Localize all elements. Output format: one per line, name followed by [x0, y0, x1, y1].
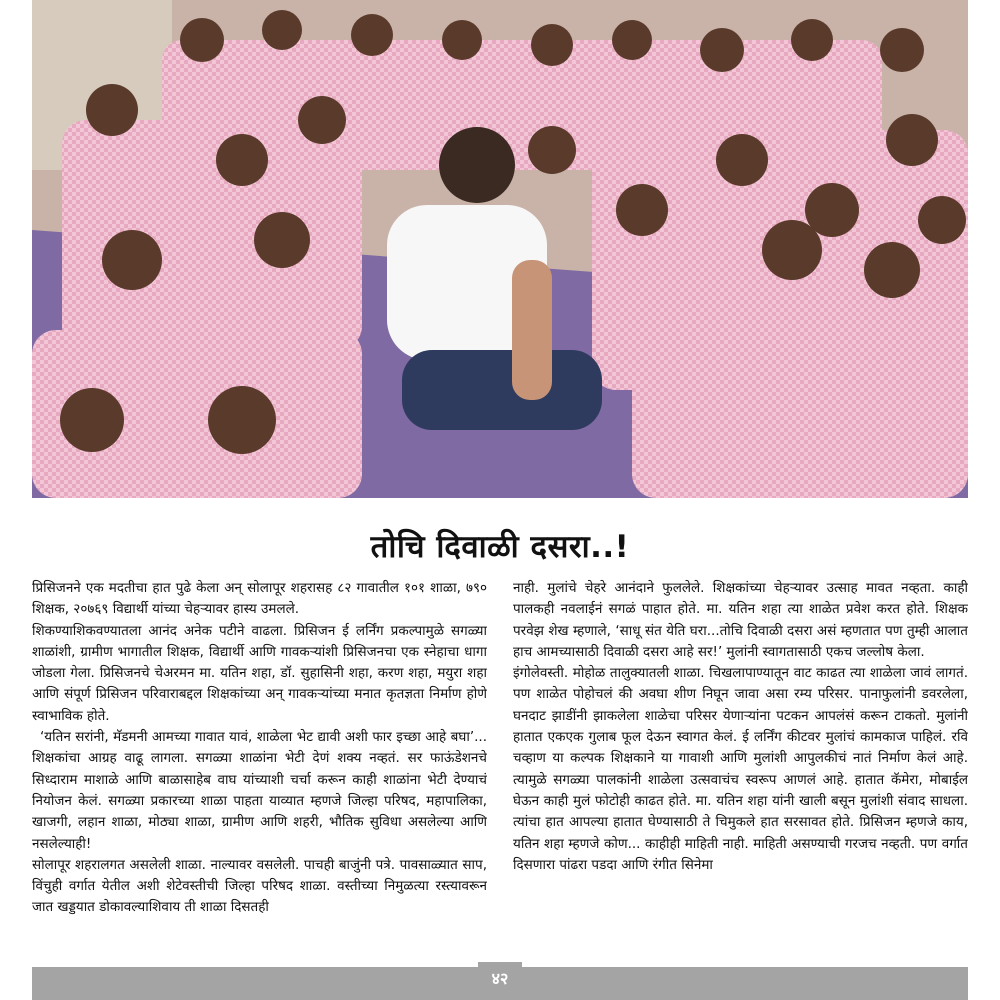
photo-illustration	[32, 0, 968, 498]
right-paragraph: नाही. मुलांचे चेहरे आनंदाने फुललेले. शिक्षकांच्या चेहऱ्यावर उत्साह मावत नव्हता. काही पालकही नवलाईनं सगळं पाहात होते. मा. यतिन शहा त्या शाळेत प्रवेश करत होते. शिक्षक परवेझ शेख म्हणाले, ‘साधू संत येति घरा...तोचि दिवाळी दसरा असं म्हणतात पण तुम्ही आलात हाच आमच्यासाठी दिवाळी दसरा आहे सर!’ मुलांनी स्वागतासाठी एकच जल्लोष केला.	[513, 580, 968, 660]
left-paragraph: प्रिसिजनने एक मदतीचा हात पुढे केला अन् सोलापूर शहरासह ८२ गावातील १०१ शाळा, ७९० शिक्षक, २०७६९ विद्यार्थी यांच्या चेहऱ्यावर हास्य उमलले.	[32, 580, 487, 618]
article-left-column	[32, 578, 487, 950]
article-headline: तोचि दिवाळी दसरा..!	[370, 529, 630, 565]
article-right-column	[513, 578, 968, 950]
left-paragraph: शिकण्याशिकवण्यातला आनंद अनेक पटीने वाढला. प्रिसिजन ई लर्निंग प्रकल्पामुळे सगळ्या शाळांशी, ग्रामीण भागातील शिक्षक, विद्यार्थी आणि गावकऱ्यांशी प्रिसिजनचा एक स्नेहाचा धागा जोडला गेला. प्रिसिजनचे चेअरमन मा. यतिन शहा, डॉ. सुहासिनी शहा, करण शहा, मयुरा शहा आणि संपूर्ण प्रिसिजन परिवाराबद्दल शिक्षकांच्या अन् गावकऱ्यांच्या मनात कृतज्ञता निर्माण होणे स्वाभाविक होते.	[32, 622, 487, 724]
left-paragraph: सोलापूर शहरालगत असलेली शाळा. नाल्यावर वसलेली. पाचही बाजुंनी पत्रे. पावसाळ्यात साप, विंचुही वर्गात येतील अशी शेटेवस्तीची जिल्हा परिषद शाळा. वस्तीच्या निमुळत्या रस्त्यावरून जात खड्डयात डोकावल्याशिवाय ती शाळा दिसतही	[32, 856, 487, 916]
left-paragraph: ‘यतिन सरांनी, मॅडमनी आमच्या गावात यावं, शाळेला भेट द्यावी अशी फार इच्छा आहे बघा’... शिक्षकांचा आग्रह वाढू लागला. सगळ्या शाळांना भेटी देणं शक्य नव्हतं. सर फाऊंडेशनचे सिध्दाराम माशाळे आणि बाळासाहेब वाघ यांच्याशी चर्चा करून काही शाळांना भेटी देण्याचं नियोजन केलं. सगळ्या प्रकारच्या शाळा पाहता याव्यात म्हणजे जिल्हा परिषद, महापालिका, खाजगी, लहान शाळा, मोठ्या शाळा, ग्रामीण आणि शहरी, भौतिक सुविधा असलेल्या आणि नसलेल्याही!	[32, 729, 487, 852]
page-number: ४२	[478, 962, 522, 996]
right-paragraph: इंगोलेवस्ती. मोहोळ तालुक्यातली शाळा. चिखलापाण्यातून वाट काढत त्या शाळेला जावं लागतं. पण शाळेत पोहोचलं की अवघा शीण निघून जावा असा रम्य परिसर. पानाफुलांनी डवरलेला, घनदाट झाडींनी झाकलेला शाळेचा परिसर येणाऱ्यांना पटकन आपलंसं करून टाकतो. मुलांनी हातात एकएक गुलाब फूल देऊन स्वागत केलं. ई लर्निंग कीटवर मुलांचं कामकाज पाहिलं. रवि चव्हाण या कल्पक शिक्षकाने या गावाशी आणि मुलांशी आपुलकीचं नातं निर्माण केलं आहे. त्यामुळे सगळ्या पालकांनी शाळेला उत्सवाचंच स्वरूप आणलं आहे. हातात कॅमेरा, मोबाईल घेऊन काही मुलं फोटोही काढत होते. मा. यतिन शहा यांनी खाली बसून मुलांशी संवाद साधला. त्यांचा हात आपल्या हातात घेण्यासाठी ते चिमुकले हात सरसावत होते. प्रिसिजन म्हणजे काय, यतिन शहा म्हणजे कोण... काहीही माहिती नाही. माहिती असण्याची गरजच नव्हती. पण वर्गात दिसणारा पांढरा पडदा आणि रंगीत सिनेमा	[513, 665, 968, 873]
article-photo	[32, 0, 968, 498]
